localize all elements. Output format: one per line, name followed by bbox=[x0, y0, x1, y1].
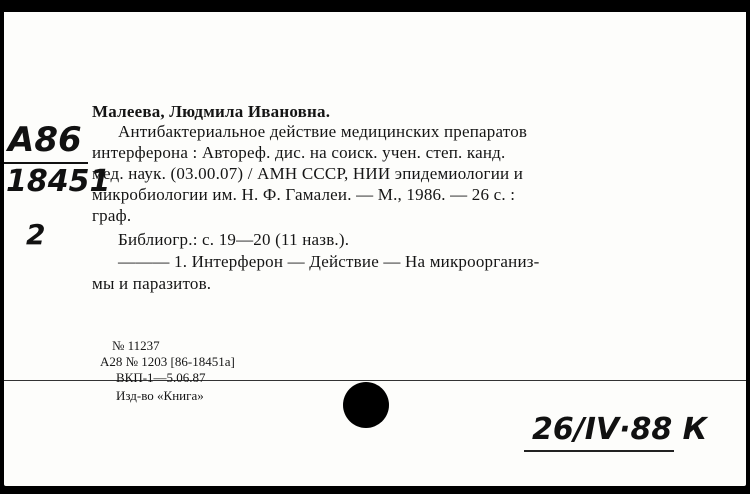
handwritten-call-top: А86 bbox=[8, 120, 82, 160]
card-title-line-3: мед. наук. (03.00.07) / АМН СССР, НИИ эпидемиологии и bbox=[92, 164, 524, 183]
record-number: № 11237 bbox=[112, 338, 160, 353]
card-author: Малеева, Людмила Ивановна. bbox=[92, 102, 331, 121]
publisher: Изд-во «Книга» bbox=[116, 388, 204, 403]
card-bibliography: Библиогр.: с. 19—20 (11 назв.). bbox=[118, 230, 350, 249]
shelf-code: А28 № 1203 [86-18451а] bbox=[100, 354, 235, 369]
handwritten-call-bottom: 18451 bbox=[6, 164, 111, 199]
bbk-code: ВКП-1—5.06.87 bbox=[116, 370, 206, 385]
handwritten-copy-number: 2 bbox=[26, 218, 46, 251]
date-underline bbox=[524, 450, 674, 452]
punch-hole bbox=[343, 382, 389, 428]
card-subject-line-2: мы и паразитов. bbox=[92, 274, 212, 293]
card-title-line-2: интерферона : Автореф. дис. на соиск. учен. степ. канд. bbox=[92, 143, 506, 162]
card-title-line-4: микробиологии им. Н. Ф. Гамалеи. — М., 1986. — 26 с. : bbox=[92, 185, 516, 204]
card-subject-line-1: ——— 1. Интерферон — Действие — На микроорганиз- bbox=[118, 252, 540, 271]
handwritten-date: 26/IV·88 К bbox=[532, 412, 708, 447]
card-title-line-5: граф. bbox=[92, 206, 132, 225]
card-title-line-1: Антибактериальное действие медицинских препаратов bbox=[118, 122, 528, 141]
